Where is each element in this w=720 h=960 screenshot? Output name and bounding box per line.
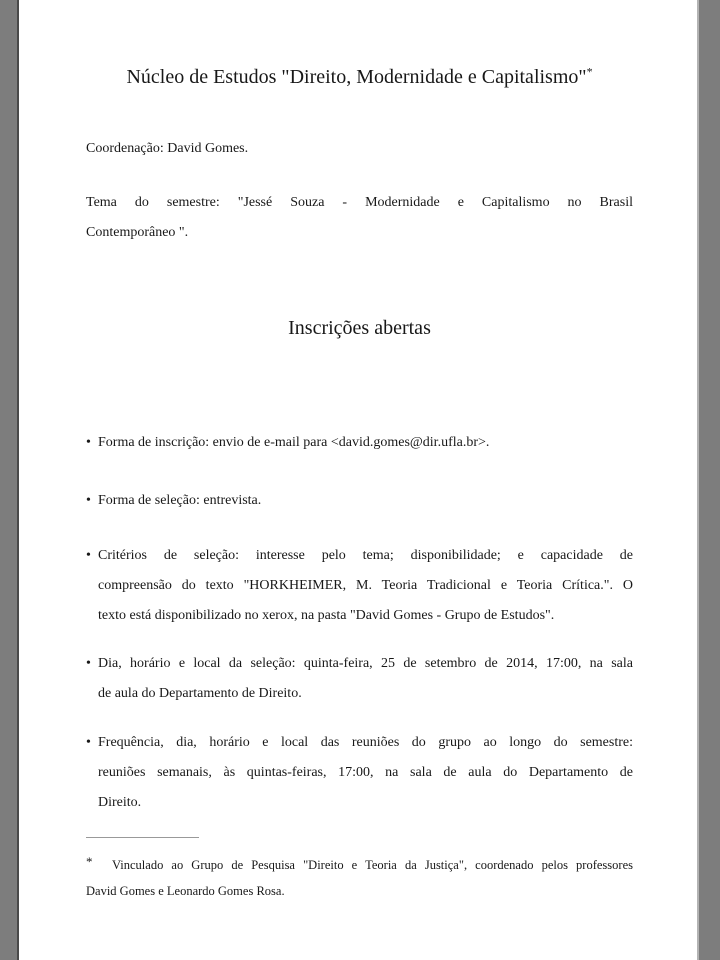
title-footnote-marker: * bbox=[586, 64, 593, 79]
bullet-text: Dia, horário e local da seleção: quinta-feira, 25 de setembro de 2014, 17:00, na sala bbox=[98, 656, 633, 671]
bullet-item-selection-method bbox=[86, 486, 633, 516]
bullet-text-line: Direito. bbox=[98, 795, 142, 810]
bullet-text-line: compreensão do texto "HORKHEIMER, M. Teoria Tradicional e Teoria Crítica.". O bbox=[98, 578, 633, 593]
theme-paragraph bbox=[86, 188, 633, 248]
bullet-icon: • bbox=[86, 656, 91, 671]
footnote bbox=[86, 852, 633, 904]
footnote-line-1: Vinculado ao Grupo de Pesquisa "Direito e Teoria da Justiça", coordenado pelos professores bbox=[112, 858, 633, 872]
bullet-item-selection-criteria bbox=[86, 541, 633, 631]
footnote-marker: * bbox=[86, 854, 93, 869]
coordination-paragraph: Coordenação: David Gomes. bbox=[86, 141, 249, 156]
footnote-line-2: David Gomes e Leonardo Gomes Rosa. bbox=[86, 884, 285, 898]
bullet-icon: • bbox=[86, 493, 91, 508]
page-content bbox=[86, 0, 633, 904]
page-title-text: Núcleo de Estudos "Direito, Modernidade e Capitalismo" bbox=[126, 66, 587, 88]
bullet-text: Forma de seleção: entrevista. bbox=[98, 493, 262, 508]
bullet-text: Frequência, dia, horário e local das reuniões do grupo ao longo do semestre: bbox=[98, 735, 633, 750]
bullet-icon: • bbox=[86, 548, 91, 563]
bullet-item-meeting-frequency bbox=[86, 728, 633, 818]
footnote-separator bbox=[86, 837, 199, 838]
bullet-item-selection-date bbox=[86, 649, 633, 709]
bullet-text: Critérios de seleção: interesse pelo tema; disponibilidade; e capacidade de bbox=[98, 548, 633, 563]
bullet-item-inscription bbox=[86, 428, 633, 458]
page-title bbox=[86, 64, 633, 90]
left-page-border bbox=[0, 0, 19, 960]
right-page-border bbox=[697, 0, 720, 960]
bullet-icon: • bbox=[86, 435, 91, 450]
theme-line-2: Contemporâneo ". bbox=[86, 225, 189, 240]
bullet-text-line: texto está disponibilizado no xerox, na pasta "David Gomes - Grupo de Estudos". bbox=[98, 608, 555, 623]
bullet-icon: • bbox=[86, 735, 91, 750]
bullet-text-line: de aula do Departamento de Direito. bbox=[98, 686, 302, 701]
bullet-text-line: reuniões semanais, às quintas-feiras, 17:00, na sala de aula do Departamento de bbox=[98, 765, 633, 780]
bullet-text: Forma de inscrição: envio de e-mail para <david.gomes@dir.ufla.br>. bbox=[98, 435, 490, 450]
theme-line-1: Tema do semestre: "Jessé Souza - Modernidade e Capitalismo no Brasil bbox=[86, 195, 633, 210]
subtitle-open-enrollment: Inscrições abertas bbox=[288, 317, 431, 339]
